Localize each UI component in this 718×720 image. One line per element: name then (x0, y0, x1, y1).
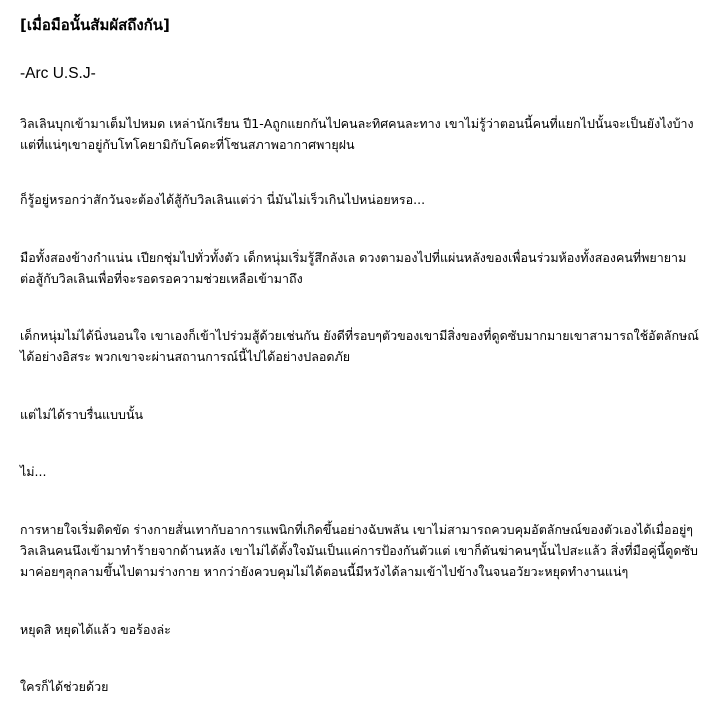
story-paragraph: ไม่... (20, 464, 47, 479)
author-name: -Arc U.S.J- (20, 65, 96, 82)
story-paragraph: ก็รู้อยู่หรอกว่าสักวันจะต้องได้สู้กับวิลเลินแต่ว่า นี่มันไม่เร็วเกินไปหน่อยหรอ... (20, 192, 426, 207)
story-paragraph: วิลเลินบุกเข้ามาเต็มไปหมด เหล่านักเรียน ปี1-Aถูกแยกกันไปคนละทิศคนละทาง เขาไม่รู้ว่าตอนนี้คนที่แยกไปนั้นจะเป็นยังไงบ้าง แต่ที่แน่ๆเขาอยู่กับโทโคยามิกับโคดะที่โซนสภาพอากาศพายุฝน (20, 116, 694, 152)
story-title: [เมื่อมือนั้นสัมผัสถึงกัน] (20, 16, 170, 34)
story-paragraph: ใครก็ได้ช่วยด้วย (20, 679, 109, 694)
story-paragraph: มือทั้งสองข้างกำแน่น เปียกชุ่มไปทั่วทั้งตัว เด็กหนุ่มเริ่มรู้สึกลังเล ดวงตามองไปที่แผ่นหลังของเพื่อนร่วมห้องทั้งสองคนที่พยายามต่อสู้กับวิลเลินเพื่อที่จะรอดรอความช่วยเหลือเข้ามาถึง (20, 250, 687, 286)
story-paragraph: หยุดสิ หยุดได้แล้ว ขอร้องล่ะ (20, 622, 171, 637)
story-paragraph: แต่ไม่ได้ราบรื่นแบบนั้น (20, 407, 144, 422)
story-paragraph: การหายใจเริ่มติดขัด ร่างกายสั่นเทากับอาการแพนิกที่เกิดขึ้นอย่างฉับพลัน เขาไม่สามารถควบคุมอัตลักษณ์ของตัวเองได้เมื่ออยู่ๆวิลเลินคนนึงเข้ามาทำร้ายจากด้านหลัง เขาไม่ได้ตั้งใจมันเป็นแค่การป้องกันตัวแต่ เขาก็ดันฆ่าคนๆนั้นไปสะแล้ว สิ่งที่มือคู่นี้ดูดซับมาค่อยๆลุกลามขึ้นไปตามร่างกาย หากว่ายังควบคุมไม่ได้ตอนนี้มีหวังได้ลามเข้าไปข้างในจนอวัยวะหยุดทำงานแน่ๆ (20, 522, 698, 579)
story-paragraph: เด็กหนุ่มไม่ได้นิ่งนอนใจ เขาเองก็เข้าไปร่วมสู้ด้วยเช่นกัน ยังดีที่รอบๆตัวของเขามีสิ่งของที่ดูดซับมากมายเขาสามารถใช้อัตลักษณ์ได้อย่างอิสระ พวกเขาจะผ่านสถานการณ์นี้ไปได้อย่างปลอดภัย (20, 328, 699, 364)
